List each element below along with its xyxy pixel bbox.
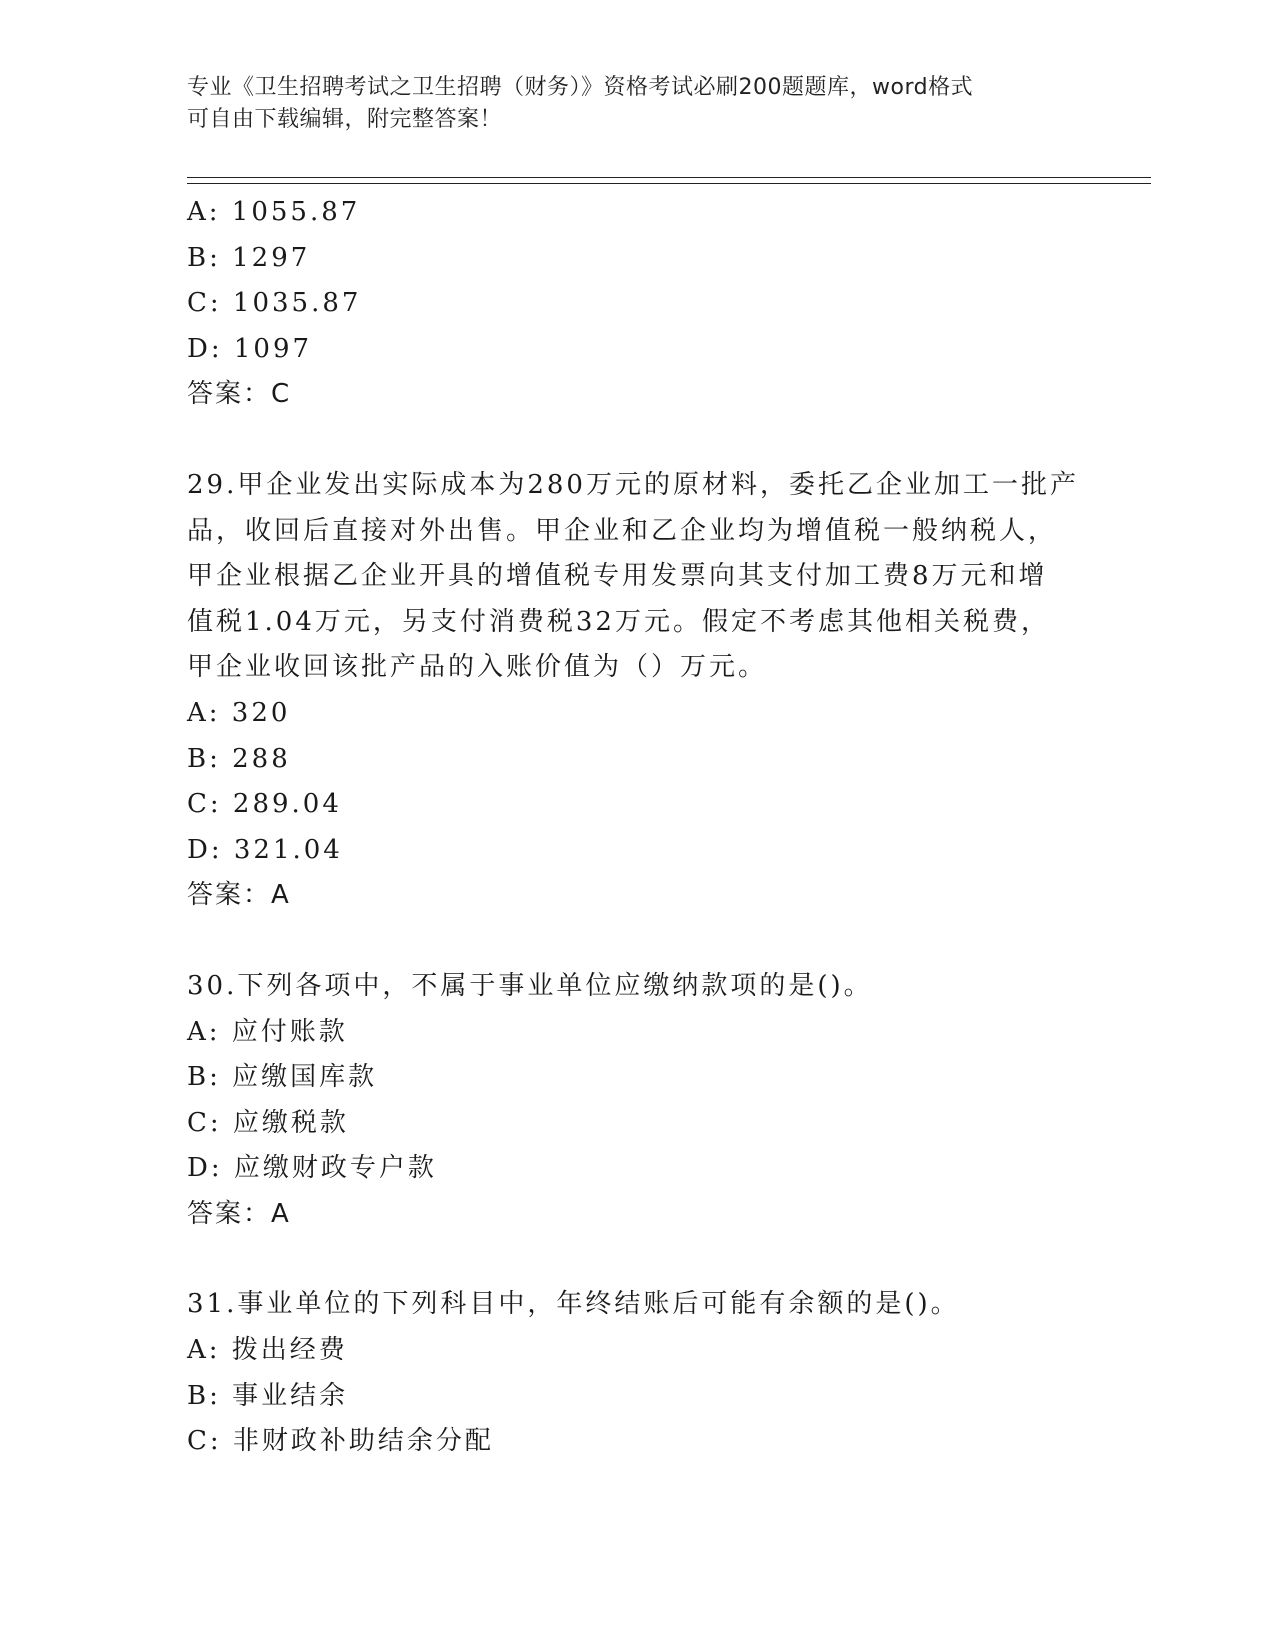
- question-28-continuation: [187, 190, 1087, 418]
- question-text-line: 30.下列各项中，不属于事业单位应缴纳款项的是()。: [187, 970, 873, 1001]
- option-a: A: 拨出经费: [187, 1335, 348, 1366]
- option-c: C: 1035.87: [187, 288, 362, 319]
- document-header: [187, 72, 1067, 136]
- question-text-line: 31.事业单位的下列科目中，年终结账后可能有余额的是()。: [187, 1289, 960, 1320]
- option-c: C: 289.04: [187, 789, 342, 820]
- question-text-line: 品，收回后直接对外出售。甲企业和乙企业均为增值税一般纳税人，: [187, 515, 1058, 546]
- question-text-line: 值税1.04万元，另支付消费税32万元。假定不考虑其他相关税费，: [187, 606, 1050, 637]
- option-a: A: 320: [187, 697, 291, 728]
- answer-line: 答案：A: [187, 1198, 291, 1229]
- header-line-2: 可自由下载编辑，附完整答案！: [187, 107, 503, 132]
- option-c: C: 应缴税款: [187, 1107, 349, 1138]
- question-30: [187, 964, 1087, 1238]
- option-a: A: 1055.87: [187, 197, 361, 227]
- option-b: B: 事业结余: [187, 1380, 349, 1411]
- option-b: B: 应缴国库款: [187, 1062, 378, 1093]
- question-list: [187, 190, 1087, 1465]
- question-text-line: 甲企业收回该批产品的入账价值为（）万元。: [187, 652, 768, 683]
- question-29: [187, 463, 1087, 919]
- option-b: B: 288: [187, 743, 291, 774]
- question-text-line: 甲企业根据乙企业开具的增值税专用发票向其支付加工费8万元和增: [187, 561, 1048, 592]
- option-b: B: 1297: [187, 242, 311, 273]
- option-c: C: 非财政补助结余分配: [187, 1426, 494, 1457]
- question-text-line: 29.甲企业发出实际成本为280万元的原材料，委托乙企业加工一批产: [187, 469, 1079, 500]
- header-line-1: 专业《卫生招聘考试之卫生招聘（财务）》资格考试必刷200题题库，word格式: [187, 75, 974, 100]
- option-d: D: 321.04: [187, 834, 343, 865]
- header-divider-top: [187, 177, 1151, 178]
- option-d: D: 应缴财政专户款: [187, 1153, 437, 1184]
- option-a: A: 应付账款: [187, 1016, 348, 1047]
- answer-line: 答案：A: [187, 880, 291, 911]
- answer-line: 答案：C: [187, 379, 292, 410]
- header-divider-bottom: [187, 183, 1151, 184]
- option-d: D: 1097: [187, 333, 313, 364]
- question-31: [187, 1282, 1087, 1464]
